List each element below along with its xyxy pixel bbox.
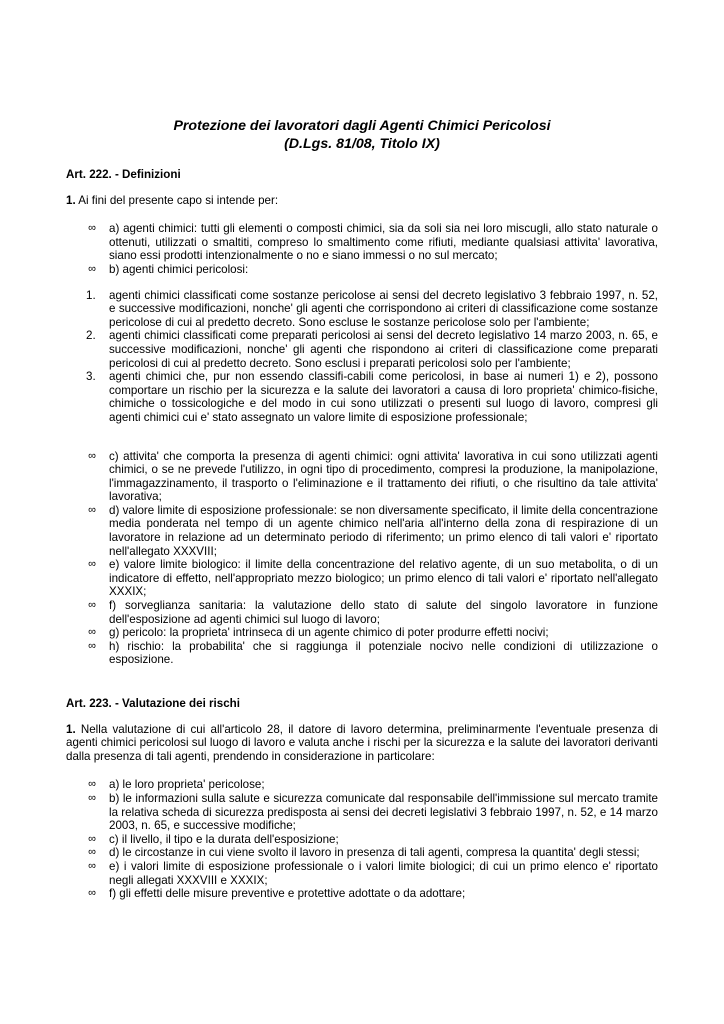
- list-item: [66, 289, 658, 330]
- list-item-text: c) il livello, il tipo e la durata dell'esposizione;: [109, 832, 339, 846]
- list-item: [66, 599, 658, 626]
- list-item-text: c) attivita' che comporta la presenza di agenti chimici: ogni attivita' lavorativa in cui sono utilizzati agenti chimici, o se ne prevede l'utilizzo, in ogni tipo di procedimento, compresi la produzione, la manipolazione, l'immagazzinamento, il trasporto o l'eliminazione e il trattamento dei rifiuti, o che risultino da tale attivita' lavorativa;: [109, 449, 658, 504]
- art223-bullet-list: [66, 778, 658, 900]
- list-item-text: b) agenti chimici pericolosi:: [109, 262, 249, 276]
- list-item-text: b) le informazioni sulla salute e sicurezza comunicate dal responsabile dell'immissione sul mercato tramite la relativa scheda di sicurezza predisposta ai sensi dei decreti legislativi 3 febbraio 1997, n. 52, e 14 marzo 2003, n. 65, e successive modifiche;: [109, 791, 658, 833]
- bullet-icon: ∞: [88, 599, 96, 612]
- list-item: [66, 887, 658, 901]
- list-item-text: agenti chimici classificati come sostanze pericolose ai sensi del decreto legislativo 3 febbraio 1997, n. 52, e successive modificazioni, nonche' gli agenti che corrispondono ai criteri di classificazione come sostanze pericolose di cui al predetto decreto. Sono escluse le sostanze pericolose solo per l'ambiente;: [109, 288, 658, 329]
- list-item-text: a) le loro proprieta' pericolose;: [109, 778, 265, 792]
- document-page: [66, 118, 658, 901]
- bullet-icon: ∞: [88, 791, 96, 804]
- bullet-icon: ∞: [88, 832, 96, 845]
- list-item: [66, 504, 658, 558]
- list-item: [66, 833, 658, 847]
- list-item: [66, 222, 658, 263]
- art222-paragraph-1: [66, 194, 658, 208]
- art223-heading: Art. 223. - Valutazione dei rischi: [66, 697, 240, 710]
- art223-para-text: Nella valutazione di cui all'articolo 28, il datore di lavoro determina, preliminarmente l'eventuale presenza di agenti chimici pericolosi sul luogo di lavoro e valuta anche i rischi per la sicurezza e la salute dei lavoratori derivanti dalla presenza di tali agenti, prendendo in considerazione in particolare:: [66, 722, 658, 763]
- list-item-text: e) i valori limite di esposizione professionale o i valori limite biologici; di cui un primo elenco e' riportato negli allegati XXXVIII e XXXIX;: [109, 859, 658, 887]
- list-item-number: 1.: [86, 288, 96, 302]
- list-item: [66, 450, 658, 504]
- list-item: [66, 626, 658, 640]
- art222-para-text: Ai fini del presente capo si intende per:: [75, 193, 279, 207]
- art223-para-number: 1.: [66, 722, 76, 736]
- bullet-icon: ∞: [88, 887, 96, 900]
- art222-para-number: 1.: [66, 193, 76, 207]
- list-item: [66, 860, 658, 887]
- bullet-icon: ∞: [88, 262, 96, 275]
- list-item-text: g) pericolo: la proprieta' intrinseca di un agente chimico di poter produrre effetti nocivi;: [109, 626, 549, 640]
- bullet-icon: ∞: [88, 639, 96, 652]
- list-item-text: f) sorveglianza sanitaria: la valutazione dello stato di salute del singolo lavoratore in funzione dell'esposizione ad agenti chimici sul luogo di lavoro;: [109, 599, 658, 626]
- list-item-text: agenti chimici che, pur non essendo classifi-cabili come pericolosi, in base ai numeri 1) e 2), possono comportare un rischio per la sicurezza e la salute dei lavoratori a causa di loro proprieta' chimico-fisiche, chimiche o tossicologiche e del modo in cui sono utilizzati o presenti sul luogo di lavoro, compresi gli agenti chimici cui e' stato assegnato un valore limite di esposizione professionale;: [109, 370, 658, 424]
- list-item-number: 3.: [86, 370, 96, 384]
- list-item-text: h) rischio: la probabilita' che si raggiunga il potenziale nocivo nelle condizioni di utilizzazione o esposizione.: [109, 639, 658, 667]
- bullet-icon: ∞: [88, 859, 96, 872]
- bullet-icon: ∞: [88, 503, 96, 516]
- bullet-icon: ∞: [88, 558, 96, 571]
- title-line-2: (D.Lgs. 81/08, Titolo IX): [284, 135, 440, 152]
- list-item-text: a) agenti chimici: tutti gli elementi o composti chimici, sia da soli sia nei loro miscugli, allo stato naturale o ottenuti, utilizzati o smaltiti, compreso lo smaltimento come rifiuti, mediante qualsiasi attivita' lavorativa, siano essi prodotti intenzionalmente o no e siano immessi o no sul mercato;: [109, 222, 658, 263]
- list-item-text: e) valore limite biologico: il limite della concentrazione del relativo agente, di un suo metabolita, o di un indicatore di effetto, nell'appropriato mezzo biologico; un primo elenco di tali valori e' riportato nell'allegato XXXIX;: [109, 558, 658, 599]
- list-item-text: agenti chimici classificati come preparati pericolosi ai sensi del decreto legislativo 14 marzo 2003, n. 65, e successive modificazioni, nonche' gli agenti che rispondono ai criteri di classificazione come preparati pericolosi di cui al predetto decreto. Sono esclusi i preparati pericolosi solo per l'ambiente;: [109, 329, 658, 370]
- list-item: [66, 640, 658, 667]
- document-title: [66, 118, 658, 153]
- bullet-icon: ∞: [88, 449, 96, 462]
- list-item: [66, 846, 658, 860]
- list-item: [66, 263, 658, 277]
- bullet-icon: ∞: [88, 222, 96, 235]
- list-item: [66, 792, 658, 833]
- art223-paragraph-1: [66, 723, 658, 764]
- title-line-1: Protezione dei lavoratori dagli Agenti Chimici Pericolosi: [173, 118, 551, 134]
- art222-numbered-list: [66, 289, 658, 425]
- bullet-icon: ∞: [88, 626, 96, 639]
- art222-heading: Art. 222. - Definizioni: [66, 168, 181, 181]
- list-item: [66, 558, 658, 599]
- bullet-icon: ∞: [88, 846, 96, 859]
- list-item: [66, 329, 658, 370]
- list-item: [66, 778, 658, 792]
- list-item-number: 2.: [86, 329, 96, 343]
- list-item-text: d) valore limite di esposizione professionale: se non diversamente specificato, il limite della concentrazione media ponderata nel tempo di un agente chimico nell'aria all'interno della zona di respirazione di un lavoratore in relazione ad un determinato periodo di riferimento; un primo elenco di tali valori e' riportato nell'allegato XXXVIII;: [109, 503, 658, 558]
- list-item: [66, 370, 658, 424]
- bullet-icon: ∞: [88, 778, 96, 791]
- list-item-text: d) le circostanze in cui viene svolto il lavoro in presenza di tali agenti, compresa la quantita' degli stessi;: [109, 846, 640, 860]
- art222-bullet-list-b: [66, 450, 658, 668]
- art222-bullet-list-a: [66, 222, 658, 276]
- list-item-text: f) gli effetti delle misure preventive e protettive adottate o da adottare;: [109, 887, 466, 901]
